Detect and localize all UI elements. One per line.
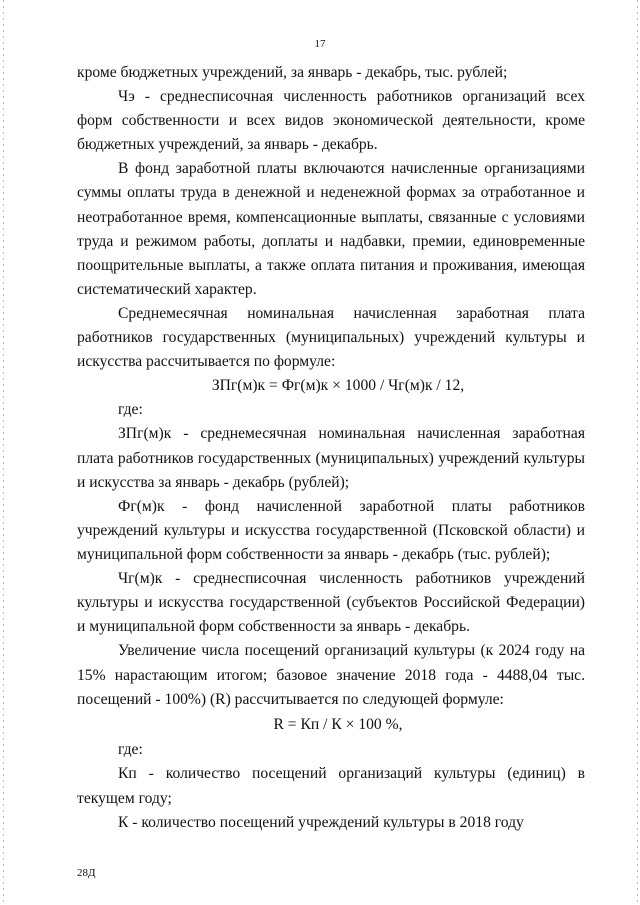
formula-avg-salary: ЗПг(м)к = Фг(м)к × 1000 / Чг(м)к / 12, bbox=[211, 377, 465, 395]
where-label: где: bbox=[118, 401, 143, 419]
definition-che: Чэ - среднесписочная численность работников организаций всех форм собственности и всех видов экономической деятельности, кроме бюджетных учреждений, за январь - декабрь. bbox=[77, 88, 585, 154]
document-body bbox=[77, 61, 585, 836]
paragraph-continuation: кроме бюджетных учреждений, за январь - декабрь, тыс. рублей; bbox=[77, 64, 508, 81]
definition-kp: Кп - количество посещений организаций культуры (единиц) в текущем году; bbox=[77, 765, 585, 807]
footer-code: 28Д bbox=[77, 867, 96, 879]
where-label-2: где: bbox=[118, 740, 143, 758]
formula-visits: R = Кп / К × 100 %, bbox=[273, 716, 403, 734]
definition-chg: Чг(м)к - среднесписочная численность работников учреждений культуры и искусства государственной (субъектов Российской Федерации) и муниципальной форм собственности за январь - декабрь. bbox=[77, 569, 585, 636]
paragraph-avg-salary-intro: Среднемесячная номинальная начисленная заработная плата работников государственных (муниципальных) учреждений культуры и искусства рассчитывается по формуле: bbox=[77, 304, 585, 371]
definition-fg: Фг(м)к - фонд начисленной заработной платы работников учреждений культуры и искусства государственной (Псковской области) и муниципальной форм собственности за январь - декабрь (тыс. рублей); bbox=[77, 497, 585, 563]
definition-k: К - количество посещений учреждений культуры в 2018 году bbox=[118, 814, 524, 832]
definition-zp: ЗПг(м)к - среднемесячная номинальная начисленная заработная плата работников государственных (муниципальных) учреждений культуры и искусства за январь - декабрь (рублей); bbox=[77, 425, 585, 491]
page-number: 17 bbox=[314, 38, 326, 50]
scan-edge-left bbox=[3, 0, 4, 905]
paragraph-visits-intro: Увеличение числа посещений организаций культуры (к 2024 году на 15% нарастающим итогом; базовое значение 2018 года - 4488,04 тыс. посещений - 100%) (R) рассчитывается по следующей формуле: bbox=[77, 642, 585, 709]
paragraph-wage-fund: В фонд заработной платы включаются начисленные организациями суммы оплаты труда в денежной и неденежной формах за отработанное и неотработанное время, компенсационные выплаты, связанные с условиями труда и режимом работы, доплаты и надбавки, премии, единовременные поощрительные выплаты, а также оплата питания и проживания, имеющая систематический характер. bbox=[77, 160, 585, 298]
scan-edge-right bbox=[637, 0, 638, 905]
